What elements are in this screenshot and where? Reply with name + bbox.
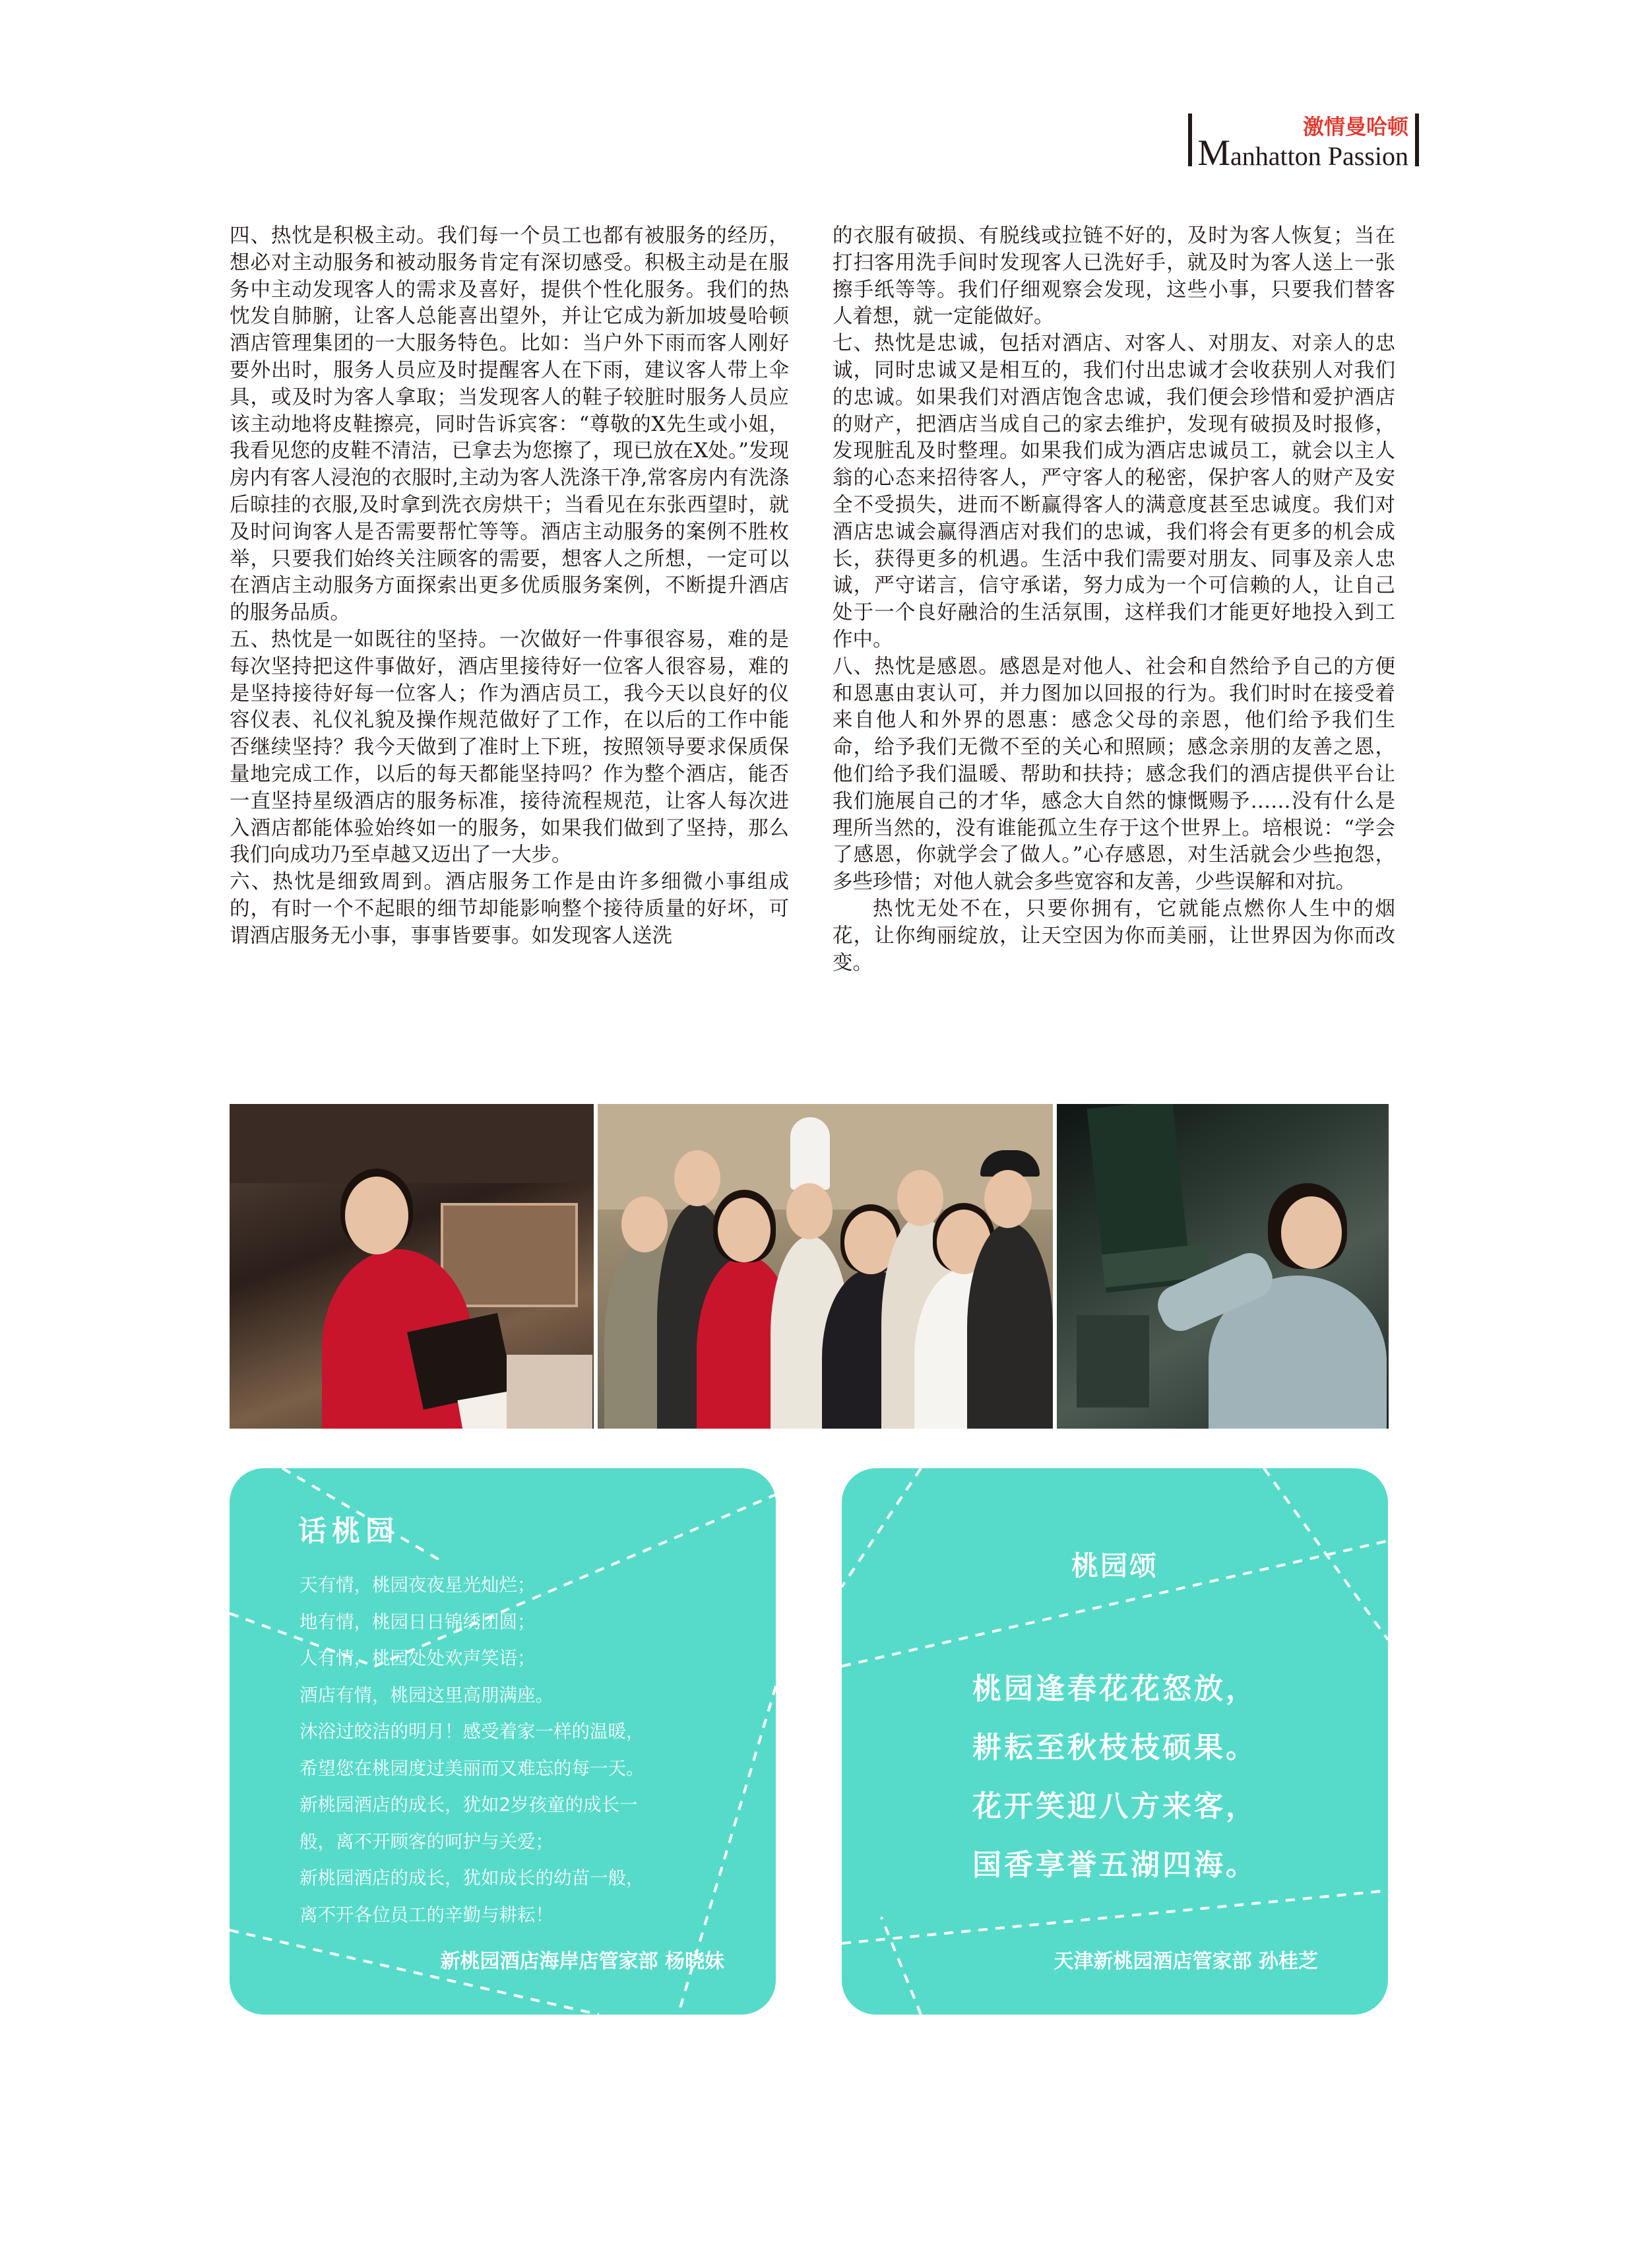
article-column-right <box>833 223 1395 977</box>
poem-line: 希望您在桃园度过美丽而又难忘的每一天。 <box>299 1757 645 1779</box>
poem-line: 桃园逢春花花怒放， <box>972 1672 1257 1706</box>
header-rule-left <box>1188 113 1192 166</box>
article-column-left <box>230 223 789 950</box>
paragraph-enthusiasm-7: 七、热忱是忠诚，包括对酒店、对客人、对朋友、对亲人的忠诚，同时忠诚又是相互的，我们付出忠诚才会收获别人对我们的忠诚。如果我们对酒店饱含忠诚，我们便会珍惜和爱护酒店的财产，把酒店当成自己的家去维护，发现有破损及时报修，发现脏乱及时整理。如果我们成为酒店忠诚员工，就会以主人翁的心态来招待客人，严守客人的秘密，保护客人的财产及安全不受损失，进而不断赢得客人的满意度甚至忠诚度。我们对酒店忠诚会赢得酒店对我们的忠诚，我们将会有更多的机会成长，获得更多的机遇。生活中我们需要对朋友、同事及亲人忠诚，严守诺言，信守承诺，努力成为一个可信赖的人，让自己处于一个良好融洽的生活氛围，这样我们才能更好地投入到工作中。 <box>833 332 1395 651</box>
page-header <box>1197 113 1408 174</box>
poem-line: 沐浴过皎洁的明月！感受着家一样的温暖， <box>299 1721 645 1742</box>
section-title-en <box>1197 133 1408 174</box>
paragraph-enthusiasm-5: 五、热忱是一如既往的坚持。一次做好一件事很容易，难的是每次坚持把这件事做好，酒店里接待好一位客人很容易，难的是坚持接待好每一位客人；作为酒店员工，我今天以良好的仪容仪表、礼仪礼貌及操作规范做好了工作，在以后的工作中能否继续坚持？我今天做到了准时上下班，按照领导要求保质保量地完成工作，以后的每天都能坚持吗？作为整个酒店，能否一直坚持星级酒店的服务标准，接待流程规范，让客人每次进入酒店都能体验始终如一的服务，如果我们做到了坚持，那么我们向成功乃至卓越又迈出了一大步。 <box>230 628 789 867</box>
poem-line: 新桃园酒店的成长，犹如成长的幼苗一般， <box>299 1867 645 1889</box>
poem-title: 话桃园 <box>298 1515 399 1548</box>
paragraph-conclusion: 热忱无处不在，只要你拥有，它就能点燃你人生中的烟花，让你绚丽绽放，让天空因为你而美丽，让世界因为你而改变。 <box>833 897 1395 975</box>
poem-signature: 天津新桃园酒店管家部 孙桂芝 <box>1054 1950 1318 1973</box>
poem-line: 天有情，桃园夜夜星光灿烂； <box>299 1574 536 1596</box>
poem-line: 耕耘至秋枝枝硕果。 <box>972 1731 1257 1765</box>
poem-body <box>299 1567 748 1933</box>
poem-line: 般，离不开顾客的呵护与关爱； <box>299 1831 553 1852</box>
poem-line: 酒店有情，桃园这里高朋满座。 <box>299 1684 553 1706</box>
poem-signature: 新桃园酒店海岸店管家部 杨晓妹 <box>440 1950 724 1973</box>
poem-line: 人有情，桃园处处欢声笑语； <box>299 1648 536 1669</box>
poem-line: 花开笑迎八方来客， <box>972 1790 1257 1823</box>
paragraph-enthusiasm-6-cont: 的衣服有破损、有脱线或拉链不好的，及时为客人恢复；当在打扫客用洗手间时发现客人已洗好手，就及时为客人送上一张擦手纸等等。我们仔细观察会发现，这些小事，只要我们替客人着想，就一定能做好。 <box>833 224 1395 329</box>
section-title-cn: 激情曼哈顿 <box>1302 114 1408 139</box>
poem-line: 国香享誉五湖四海。 <box>972 1848 1257 1882</box>
paragraph-enthusiasm-6: 六、热忱是细致周到。酒店服务工作是由许多细微小事组成的，有时一个不起眼的细节却能影响整个接待质量的好坏，可谓酒店服务无小事，事事皆要事。如发现客人送洗 <box>230 870 789 948</box>
poem-card-taoyuan-talk <box>230 1468 776 2015</box>
photo-staff-dusting-shelf <box>1057 1104 1389 1429</box>
poem-title: 桃园颂 <box>1071 1550 1158 1582</box>
poem-body <box>842 1660 1388 1895</box>
poem-line: 离不开各位员工的辛勤与耕耘！ <box>299 1904 553 1926</box>
photo-hotel-staff-group <box>598 1104 1053 1429</box>
header-rule-right <box>1415 113 1419 166</box>
poem-card-taoyuan-ode <box>842 1468 1388 2015</box>
poem-line: 新桃园酒店的成长，犹如2岁孩童的成长一 <box>299 1794 638 1815</box>
paragraph-enthusiasm-4: 四、热忱是积极主动。我们每一个员工也都有被服务的经历，想必对主动服务和被动服务肯定有深切感受。积极主动是在服务中主动发现客人的需求及喜好，提供个性化服务。我们的热忱发自肺腑，让客人总能喜出望外，并让它成为新加坡曼哈顿酒店管理集团的一大服务特色。比如：当户外下雨而客人刚好要外出时，服务人员应及时提醒客人在下雨，建议客人带上伞具，或及时为客人拿取；当发现客人的鞋子较脏时服务人员应该主动地将皮鞋擦亮，同时告诉宾客：“尊敬的X先生或小姐，我看见您的皮鞋不清洁，已拿去为您擦了，现已放在X处。”发现房内有客人浸泡的衣服时,主动为客人洗涤干净,常客房内有洗涤后晾挂的衣服,及时拿到洗衣房烘干；当看见在东张西望时，就及时问询客人是否需要帮忙等等。酒店主动服务的案例不胜枚举，只要我们始终关注顾客的需要，想客人之所想，一定可以在酒店主动服务方面探索出更多优质服务案例，不断提升酒店的服务品质。 <box>230 224 789 625</box>
paragraph-enthusiasm-8: 八、热忱是感恩。感恩是对他人、社会和自然给予自己的方便和恩惠由衷认可，并力图加以回报的行为。我们时时在接受着来自他人和外界的恩惠：感念父母的亲恩，他们给予我们生命，给予我们无微不至的关心和照顾；感念亲朋的友善之恩，他们给予我们温暖、帮助和扶持；感念我们的酒店提供平台让我们施展自己的才华，感念大自然的慷慨赐予……没有什么是理所当然的，没有谁能孤立生存于这个世界上。培根说：“学会了感恩，你就学会了做人。”心存感恩，对生活就会少些抱怨，多些珍惜；对他人就会多些宽容和友善，少些误解和对抗。 <box>833 655 1395 894</box>
photo-hostess-serving <box>230 1104 594 1429</box>
poem-line: 地有情，桃园日日锦绣团圆； <box>299 1611 536 1633</box>
section-title-en-rest: anhatton Passion <box>1230 141 1408 171</box>
section-title-en-initial: M <box>1197 133 1231 174</box>
